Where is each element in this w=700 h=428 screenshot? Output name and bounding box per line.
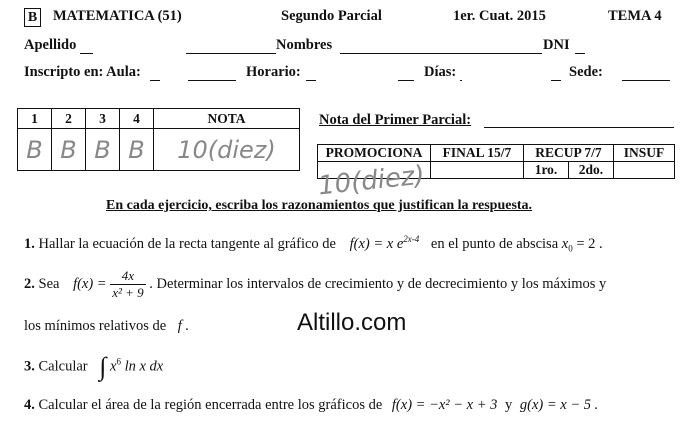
grade-nota: 10(diez) [154, 129, 300, 171]
aula-line-2[interactable] [188, 80, 236, 81]
q1-point: x [561, 235, 569, 252]
col-promociona: PROMOCIONA [318, 145, 431, 162]
grade-header-3: 3 [86, 109, 120, 129]
grade-mark-1: B [18, 129, 52, 171]
grade-mark-2: B [52, 129, 86, 171]
horario-line-2[interactable] [398, 80, 414, 81]
variant-box: B [24, 8, 41, 27]
q1-number: 1. [24, 235, 35, 252]
first-partial-label: Nota del Primer Parcial: [319, 112, 472, 128]
horario-line[interactable] [306, 80, 316, 81]
nombres-line[interactable] [340, 53, 542, 54]
q4-g: g(x) = x − 5 . [519, 397, 599, 413]
dias-line-2[interactable] [551, 80, 561, 81]
q1-exp: 2x-4 [403, 234, 420, 244]
q1-func: f(x) = x e [349, 235, 404, 252]
q2-text-c: los mínimos relativos de [24, 318, 167, 334]
q2-number: 2. [24, 275, 35, 292]
apellido-line[interactable] [80, 53, 93, 54]
aula-line[interactable] [150, 80, 160, 81]
dni-line[interactable] [575, 53, 585, 54]
cell-insuf [614, 162, 675, 179]
col-insuf: INSUF [614, 145, 675, 162]
dias-label: Días: [424, 64, 457, 80]
grade-header-nota: NOTA [154, 109, 300, 129]
course-title: MATEMATICA (51) [53, 8, 182, 24]
grade-mark-3: B [86, 129, 120, 171]
recup-1ro: 1ro. [524, 162, 569, 179]
q2-fraction [110, 268, 145, 301]
sede-line[interactable] [622, 80, 670, 81]
q3-integrand: x [110, 358, 117, 375]
first-partial-line[interactable] [484, 127, 674, 128]
col-recup: RECUP 7/7 [524, 145, 614, 162]
cell-final [431, 162, 524, 179]
instruction: En cada ejercicio, escriba los razonamientos que justifican la respuesta. [106, 198, 533, 213]
handwritten-grade: 10(diez) [316, 160, 427, 202]
q2-text-a: Sea [38, 275, 60, 292]
q2-denominator: x² + 9 [112, 285, 144, 300]
q1-point-val: = 2 . [576, 235, 603, 252]
inscripto-label: Inscripto en: Aula: [24, 64, 141, 80]
sede-label: Sede: [569, 64, 603, 80]
q3-rest: ln x dx [124, 358, 164, 375]
apellido-label: Apellido [24, 37, 77, 53]
q1-text-a: Hallar la ecuación de la recta tangente al gráfico de [38, 235, 336, 252]
dni-label: DNI [543, 37, 570, 53]
q2-f: f . [177, 318, 190, 334]
q4-text: Calcular el área de la región encerrada entre los gráficos de [38, 397, 383, 413]
nombres-label: Nombres [276, 37, 333, 53]
question-3 [24, 352, 163, 382]
q3-number: 3. [24, 358, 35, 375]
theme-label: TEMA 4 [608, 8, 662, 24]
question-2-cont [24, 318, 189, 335]
watermark: Altillo.com [297, 309, 407, 336]
horario-label: Horario: [246, 64, 301, 80]
q3-integral: ∫ [99, 352, 107, 381]
q3-text: Calcular [38, 358, 88, 375]
q2-func: f(x) = [73, 275, 107, 292]
recup-2do: 2do. [569, 162, 614, 179]
grade-header-4: 4 [120, 109, 154, 129]
q1-point-sub: 0 [568, 243, 573, 254]
q4-number: 4. [24, 397, 35, 413]
question-2 [24, 268, 606, 301]
grade-mark-4: B [120, 129, 154, 171]
question-4 [24, 397, 598, 414]
q2-text-b: . Determinar los intervalos de crecimiento y de decrecimiento y los máximos y [149, 275, 607, 292]
grade-header-2: 2 [52, 109, 86, 129]
dias-line[interactable] [460, 80, 462, 81]
q3-exp: 6 [116, 356, 121, 367]
term-label: 1er. Cuat. 2015 [453, 8, 546, 24]
q4-f: f(x) = −x² − x + 3 [391, 397, 498, 413]
col-final: FINAL 15/7 [431, 145, 524, 162]
apellido-line-2[interactable] [186, 53, 276, 54]
q1-text-b: en el punto de abscisa [430, 235, 559, 252]
q4-y: y [505, 397, 513, 413]
grade-header-1: 1 [18, 109, 52, 129]
q2-numerator: 4x [110, 268, 145, 285]
exam-title: Segundo Parcial [281, 8, 382, 24]
question-1 [24, 234, 603, 254]
grade-table [17, 108, 300, 171]
